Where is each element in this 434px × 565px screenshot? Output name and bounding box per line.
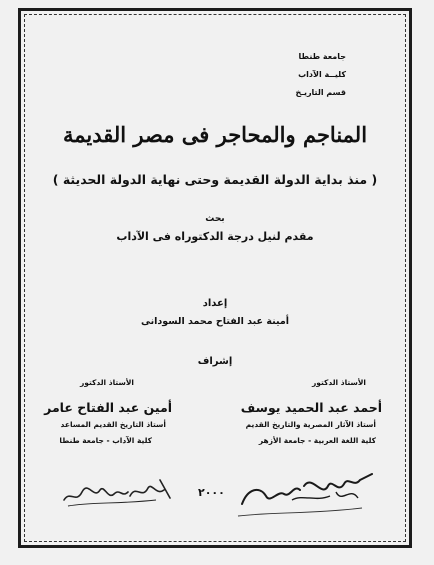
supervision-label: إشراف — [197, 356, 233, 367]
supervisor-2-title: الأستاذ الدكتور — [79, 378, 134, 387]
prepared-by-label: إعداد — [202, 298, 228, 309]
faculty-name: كليــة الآداب — [298, 70, 346, 79]
supervisor-1-name: أحمد عبد الحميد يوسف — [240, 400, 382, 415]
supervisor-1-position: أستاذ الآثار المصرية والتاريخ القديم — [245, 420, 376, 429]
university-name: جامعة طنطا — [298, 52, 346, 61]
inner-dashed-border — [24, 14, 406, 542]
thesis-title: المناجم والمحاجر فى مصر القديمة — [62, 122, 368, 147]
supervisor-2-position: أستاذ التاريخ القديم المساعد — [60, 420, 166, 429]
supervisor-1-title: الأستاذ الدكتور — [311, 378, 366, 387]
supervisor-2-signature — [60, 470, 180, 510]
supervisor-1-affiliation: كلية اللغة العربية - جامعة الأزهر — [258, 436, 376, 445]
department-name: قسم التاريـخ — [295, 88, 346, 97]
supervisor-2-affiliation: كلية الآداب - جامعة طنطا — [59, 436, 152, 445]
supervisor-1-signature — [232, 464, 382, 522]
year: ٢٠٠٠ — [198, 486, 225, 499]
supervisor-2-name: أمين عبد الفتاح عامر — [44, 400, 172, 415]
thesis-subtitle: ( منذ بداية الدولة القديمة وحتى نهاية الدولة الحديثة ) — [52, 172, 378, 187]
author-name: أمينة عبد الفتاح محمد السودانى — [140, 316, 290, 327]
research-word: بحث — [205, 214, 225, 224]
degree-purpose: مقدم لنيل درجة الدكتوراه فى الآداب — [116, 230, 314, 243]
